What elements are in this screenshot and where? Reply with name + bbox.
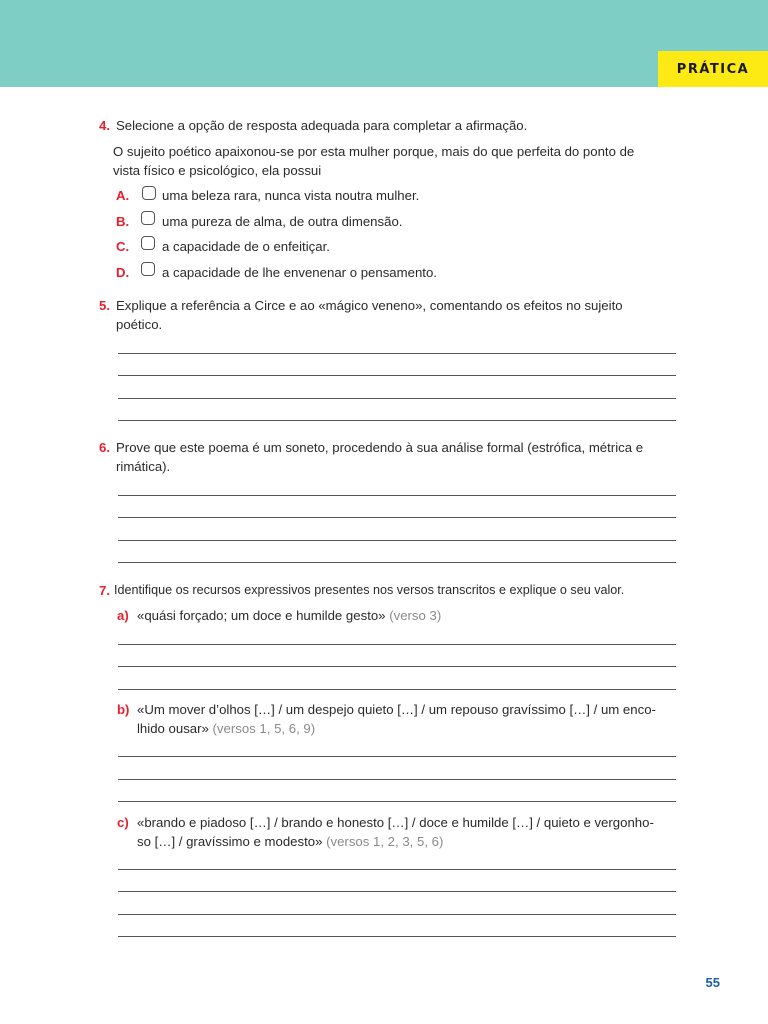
q4-stem-line1: O sujeito poético apaixonou-se por esta mulher porque, mais do que perfeita do ponto de <box>113 144 635 159</box>
q4-option-c-text: a capacidade de o enfeitiçar. <box>162 239 330 254</box>
q5-answer-line[interactable] <box>118 398 676 399</box>
q7a-verse-ref: (verso 3) <box>389 608 442 623</box>
q7-number: 7. <box>99 583 110 598</box>
q6-line1: Prove que este poema é um soneto, procedendo à sua análise formal (estrófica, métrica e <box>116 440 644 455</box>
q7c-answer-line[interactable] <box>118 936 676 937</box>
q7c-answer-line[interactable] <box>118 869 676 870</box>
q7b-answer-line[interactable] <box>118 779 676 780</box>
q7a-quote <box>137 606 441 625</box>
q6-line2: rimática). <box>116 459 171 474</box>
q4-option-d-checkbox[interactable] <box>141 262 155 276</box>
q7b-line2: lhido ousar» <box>137 721 209 736</box>
q5-line1: Explique a referência a Circe e ao «mágico veneno», comentando os efeitos no sujeito <box>116 298 623 313</box>
q6-answer-line[interactable] <box>118 562 676 563</box>
q7c-line2-wrap <box>137 832 443 851</box>
q4-option-c-letter: C. <box>116 239 130 254</box>
q7c-label: c) <box>117 815 129 830</box>
q5-answer-line[interactable] <box>118 375 676 376</box>
q4-option-a-text: uma beleza rara, nunca vista noutra mulher. <box>162 188 420 203</box>
q4-prompt: Selecione a opção de resposta adequada para completar a afirmação. <box>116 118 528 133</box>
q7b-line2-wrap <box>137 719 315 738</box>
q7b-label: b) <box>117 702 130 717</box>
section-tag: PRÁTICA <box>658 51 768 87</box>
q6-answer-line[interactable] <box>118 495 676 496</box>
q4-option-b-text: uma pureza de alma, de outra dimensão. <box>162 214 403 229</box>
q4-option-b-checkbox[interactable] <box>141 211 155 225</box>
q7-prompt: Identifique os recursos expressivos presentes nos versos transcritos e explique o seu valor. <box>114 583 625 597</box>
q4-option-c-checkbox[interactable] <box>141 236 155 250</box>
q7a-quote-text: «quási forçado; um doce e humilde gesto» <box>137 608 386 623</box>
q7a-answer-line[interactable] <box>118 666 676 667</box>
q7c-answer-line[interactable] <box>118 891 676 892</box>
q7b-answer-line[interactable] <box>118 801 676 802</box>
q5-answer-line[interactable] <box>118 353 676 354</box>
q6-answer-line[interactable] <box>118 540 676 541</box>
q4-option-a-letter: A. <box>116 188 130 203</box>
q5-number: 5. <box>99 298 110 313</box>
q4-option-a-checkbox[interactable] <box>142 186 156 200</box>
q7c-line2: so […] / gravíssimo e modesto» <box>137 834 323 849</box>
q7c-answer-line[interactable] <box>118 914 676 915</box>
q7b-answer-line[interactable] <box>118 756 676 757</box>
q7c-verse-ref: (versos 1, 2, 3, 5, 6) <box>326 834 444 849</box>
q7a-answer-line[interactable] <box>118 644 676 645</box>
q7b-verse-ref: (versos 1, 5, 6, 9) <box>212 721 316 736</box>
header-band <box>0 0 768 87</box>
q7c-line1: «brando e piadoso […] / brando e honesto […] / doce e humilde […] / quieto e vergonho- <box>137 815 654 830</box>
q4-stem-line2: vista físico e psicológico, ela possui <box>113 163 322 178</box>
q7a-answer-line[interactable] <box>118 689 676 690</box>
q4-option-d-text: a capacidade de lhe envenenar o pensamento. <box>162 265 437 280</box>
q5-line2: poético. <box>116 317 163 332</box>
q4-option-b-letter: B. <box>116 214 130 229</box>
q4-number: 4. <box>99 118 110 133</box>
q7a-label: a) <box>117 608 129 623</box>
page-number: 55 <box>705 975 720 990</box>
q7b-line1: «Um mover d’olhos […] / um despejo quieto […] / um repouso gravíssimo […] / um enco- <box>137 702 656 717</box>
q5-answer-line[interactable] <box>118 420 676 421</box>
q6-number: 6. <box>99 440 110 455</box>
q4-option-d-letter: D. <box>116 265 130 280</box>
q6-answer-line[interactable] <box>118 517 676 518</box>
